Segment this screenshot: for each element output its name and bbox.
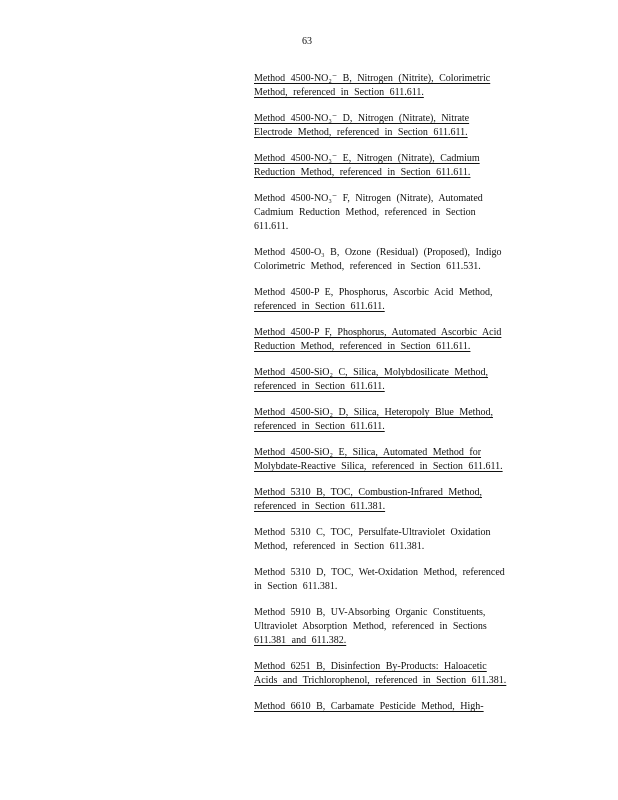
method-entry-9 bbox=[254, 406, 536, 434]
entry-line: referenced in Section 611.611. bbox=[254, 301, 385, 312]
method-entry-2 bbox=[254, 112, 536, 140]
page-number: 63 bbox=[302, 36, 312, 47]
method-entry-6 bbox=[254, 286, 536, 314]
entry-line: Method 6610 B, Carbamate Pesticide Method, High- bbox=[254, 701, 484, 712]
entry-line: Method 4500-NO₂⁻ B, Nitrogen (Nitrite), Colorimetric bbox=[254, 73, 491, 84]
entry-line: Colorimetric Method, referenced in Section 611.531. bbox=[254, 261, 481, 272]
entry-line: Method, referenced in Section 611.611. bbox=[254, 87, 424, 98]
method-entry-15 bbox=[254, 660, 536, 688]
method-entry-8 bbox=[254, 366, 536, 394]
entry-line: Molybdate-Reactive Silica, referenced in Section 611.611. bbox=[254, 461, 503, 472]
entry-line: Reduction Method, referenced in Section 611.611. bbox=[254, 167, 471, 178]
method-entry-11 bbox=[254, 486, 536, 514]
entry-line: Method 4500-NO₃⁻ F, Nitrogen (Nitrate), Automated bbox=[254, 193, 483, 204]
method-entry-13 bbox=[254, 566, 536, 594]
entry-line: referenced in Section 611.381. bbox=[254, 501, 386, 512]
entry-line: in Section 611.381. bbox=[254, 581, 338, 592]
entry-line: Method 5310 D, TOC, Wet-Oxidation Method, referenced bbox=[254, 567, 505, 578]
method-list bbox=[254, 72, 536, 726]
entry-line: Method 4500-P E, Phosphorus, Ascorbic Acid Method, bbox=[254, 287, 493, 298]
entry-line: 611.611. bbox=[254, 221, 289, 232]
entry-line: Method 4500-SiO₂ C, Silica, Molybdosilicate Method, bbox=[254, 367, 489, 378]
entry-line: Method 5910 B, UV-Absorbing Organic Constituents, bbox=[254, 607, 486, 618]
method-entry-7 bbox=[254, 326, 536, 354]
entry-line: Acids and Trichlorophenol, referenced in Section 611.381. bbox=[254, 675, 507, 686]
entry-line: Method 4500-SiO₂ E, Silica, Automated Method for bbox=[254, 447, 482, 458]
entry-line: Electrode Method, referenced in Section 611.611. bbox=[254, 127, 468, 138]
entry-line: Cadmium Reduction Method, referenced in Section bbox=[254, 207, 476, 218]
entry-line: Method 5310 B, TOC, Combustion-Infrared Method, bbox=[254, 487, 482, 498]
entry-line: Reduction Method, referenced in Section 611.611. bbox=[254, 341, 471, 352]
method-entry-4 bbox=[254, 192, 536, 234]
method-entry-10 bbox=[254, 446, 536, 474]
method-entry-5 bbox=[254, 246, 536, 274]
method-entry-16 bbox=[254, 700, 536, 714]
entry-line: referenced in Section 611.611. bbox=[254, 381, 385, 392]
entry-line: referenced in Section 611.611. bbox=[254, 421, 385, 432]
entry-line: Method 4500-P F, Phosphorus, Automated Ascorbic Acid bbox=[254, 327, 502, 338]
entry-line: Method, referenced in Section 611.381. bbox=[254, 541, 425, 552]
entry-line: Method 4500-SiO₂ D, Silica, Heteropoly Blue Method, bbox=[254, 407, 493, 418]
entry-line: 611.381 and 611.382. bbox=[254, 635, 347, 646]
method-entry-1 bbox=[254, 72, 536, 100]
entry-line: Ultraviolet Absorption Method, referenced in Sections bbox=[254, 621, 487, 632]
method-entry-12 bbox=[254, 526, 536, 554]
entry-line: Method 4500-NO₃⁻ E, Nitrogen (Nitrate), Cadmium bbox=[254, 153, 480, 164]
entry-line: Method 4500-O₃ B, Ozone (Residual) (Proposed), Indigo bbox=[254, 247, 502, 258]
method-entry-3 bbox=[254, 152, 536, 180]
entry-line: Method 5310 C, TOC, Persulfate-Ultraviolet Oxidation bbox=[254, 527, 491, 538]
entry-line: Method 4500-NO₃⁻ D, Nitrogen (Nitrate), Nitrate bbox=[254, 113, 470, 124]
method-entry-14 bbox=[254, 606, 536, 648]
entry-line: Method 6251 B, Disinfection By-Products: Haloacetic bbox=[254, 661, 487, 672]
